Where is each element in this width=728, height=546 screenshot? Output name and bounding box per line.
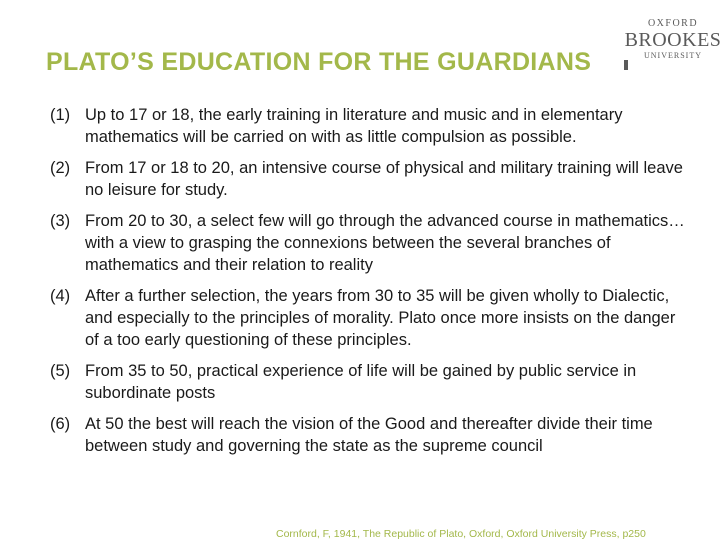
list-item <box>50 360 690 404</box>
item-text: From 35 to 50, practical experience of life will be gained by public service in subordinate posts <box>85 362 637 402</box>
list-item <box>50 157 690 201</box>
item-number: (4) <box>50 287 71 305</box>
slide-title: PLATO’S EDUCATION FOR THE GUARDIANS <box>46 48 592 76</box>
list-item <box>50 285 690 351</box>
item-text: Up to 17 or 18, the early training in literature and music and in elementary mathematics will be carried on with as little compulsion as possible. <box>85 106 623 146</box>
item-number: (5) <box>50 362 71 380</box>
item-text: From 20 to 30, a select few will go through the advanced course in mathematics… with a view to grasping the connexions between the several branches of mathematics and their relation to reality <box>85 212 685 274</box>
item-number: (1) <box>50 106 71 124</box>
item-number: (6) <box>50 415 71 433</box>
oxford-brookes-logo <box>622 18 724 60</box>
logo-line-oxford: OXFORD <box>647 18 699 29</box>
logo-mark <box>624 60 628 70</box>
item-text: From 17 or 18 to 20, an intensive course of physical and military training will leave no leisure for study. <box>85 159 683 199</box>
item-text: At 50 the best will reach the vision of the Good and thereafter divide their time between study and governing the state as the supreme council <box>85 415 653 455</box>
item-number: (2) <box>50 159 71 177</box>
list-item <box>50 210 690 276</box>
logo-line-brookes: BROOKES <box>624 29 722 51</box>
item-text: After a further selection, the years from 30 to 35 will be given wholly to Dialectic, and especially to the principles of morality. Plato once more insists on the danger of a too early questioning of these principles. <box>85 287 676 349</box>
education-stages-list <box>50 104 690 466</box>
source-citation: Cornford, F, 1941, The Republic of Plato, Oxford, Oxford University Press, p250 <box>276 528 646 540</box>
list-item <box>50 413 690 457</box>
item-number: (3) <box>50 212 71 230</box>
logo-line-university: UNIVERSITY <box>644 51 702 60</box>
list-item <box>50 104 690 148</box>
